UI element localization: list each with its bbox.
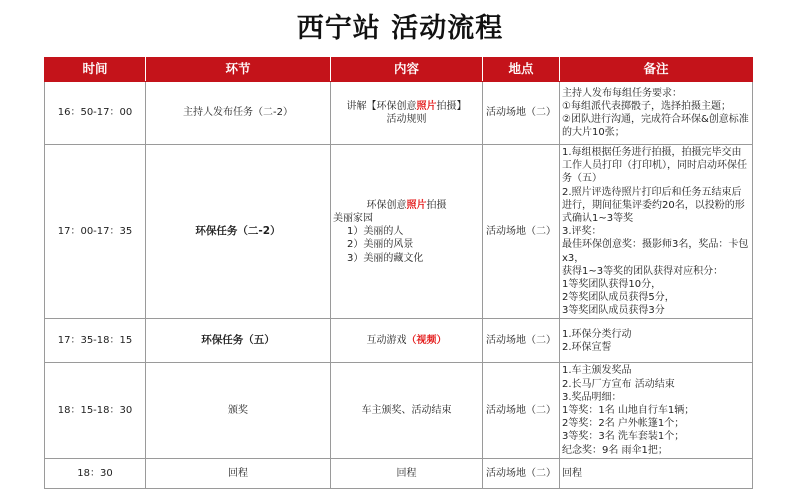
row-notes [560, 458, 753, 488]
row-segment: 主持人发布任务（二-2） [146, 82, 331, 145]
note-line: 2等奖团队成员获得5分， [562, 292, 675, 304]
header-segment: 环节 [146, 58, 331, 82]
header-location: 地点 [483, 58, 560, 82]
note-line: 获得1~3等奖的团队获得对应积分： [562, 265, 724, 277]
note-line: 回程 [562, 467, 582, 479]
note-line: 最佳环保创意奖：摄影师3名，奖品：卡包x3， [562, 239, 749, 264]
row-segment: 颁奖 [146, 363, 331, 458]
note-line: 3.评奖： [562, 226, 602, 238]
row-location: 活动场地（二） [483, 82, 560, 145]
schedule-table [44, 57, 753, 489]
row-location: 活动场地（二） [483, 363, 560, 458]
note-line: 3.奖品明细： [562, 391, 622, 403]
note-line: 纪念奖：9名 雨伞1把； [562, 444, 668, 456]
row-notes [560, 363, 753, 458]
note-line: 2.照片评选待照片打印后和任务五结束后进行，期间征集评委约20名，以投粉的形式确认1~3等奖 [562, 186, 745, 224]
note-line: 2等奖：2名 户外帐篷1个； [562, 418, 685, 430]
note-line: ①每组派代表掷骰子，选择拍摄主题； [562, 100, 731, 112]
row-segment: 回程 [146, 458, 331, 488]
note-line: 1.每组根据任务进行拍摄，拍摄完毕交由工作人员打印（打印机），同时启动环保任务（五） [562, 147, 747, 185]
header-time: 时间 [45, 58, 146, 82]
row-notes [560, 82, 753, 145]
row-time: 17：35-18：15 [45, 319, 146, 363]
row-content [331, 145, 483, 319]
table-header-row [45, 58, 753, 82]
note-line: 1等奖：1名 山地自行车1辆； [562, 405, 695, 416]
row-content: 车主颁奖、活动结束 [331, 363, 483, 458]
content-line: 3）美丽的藏文化 [347, 252, 424, 264]
highlight-text: （视频） [406, 335, 447, 347]
header-notes: 备注 [560, 58, 753, 82]
note-line: 2.环保宣誓 [562, 341, 612, 353]
table-row [45, 458, 753, 488]
note-line: 1.车主颁发奖品 [562, 365, 632, 377]
table-row [45, 82, 753, 145]
row-time: 16：50-17：00 [45, 82, 146, 145]
content-line: 讲解【环保创意照片拍摄】 [346, 100, 467, 112]
row-location: 活动场地（二） [483, 145, 560, 319]
note-line: 3等奖：3名 洗车套装1个； [562, 431, 685, 443]
row-content: 互动游戏（视频） [331, 319, 483, 363]
content-line: 美丽家园 [333, 212, 373, 224]
note-line: 2.长马厂方宣布 活动结束 [562, 378, 675, 390]
note-line: ②团队进行沟通，完成符合环保&创意标准的大片10张； [562, 114, 749, 139]
content-line: 环保创意照片拍摄 [366, 199, 447, 211]
highlight-text: 照片 [406, 199, 427, 211]
note-line: 主持人发布每组任务要求： [562, 87, 682, 99]
table-row [45, 145, 753, 319]
page-title: 西宁站 活动流程 [296, 13, 504, 44]
row-location: 活动场地（二） [483, 458, 560, 488]
row-notes [560, 145, 753, 319]
content-line: 1）美丽的人 [347, 226, 404, 238]
content-line: 活动规则 [386, 114, 427, 125]
row-segment: 环保任务（五） [146, 319, 331, 363]
table-row [45, 319, 753, 363]
highlight-text: 照片 [416, 100, 437, 112]
row-time: 17：00-17：35 [45, 145, 146, 319]
note-line: 1等奖团队获得10分， [562, 278, 662, 290]
row-segment: 环保任务（二-2） [146, 145, 331, 319]
row-content [331, 82, 483, 145]
row-notes [560, 319, 753, 363]
header-content: 内容 [331, 58, 483, 82]
table-row [45, 363, 753, 458]
row-content: 回程 [331, 458, 483, 488]
row-time: 18：15-18：30 [45, 363, 146, 458]
note-line: 1.环保分类行动 [562, 328, 632, 340]
row-time: 18：30 [45, 458, 146, 488]
row-location: 活动场地（二） [483, 319, 560, 363]
content-line: 2）美丽的风景 [347, 239, 414, 251]
note-line: 3等奖团队成员获得3分 [562, 305, 665, 317]
